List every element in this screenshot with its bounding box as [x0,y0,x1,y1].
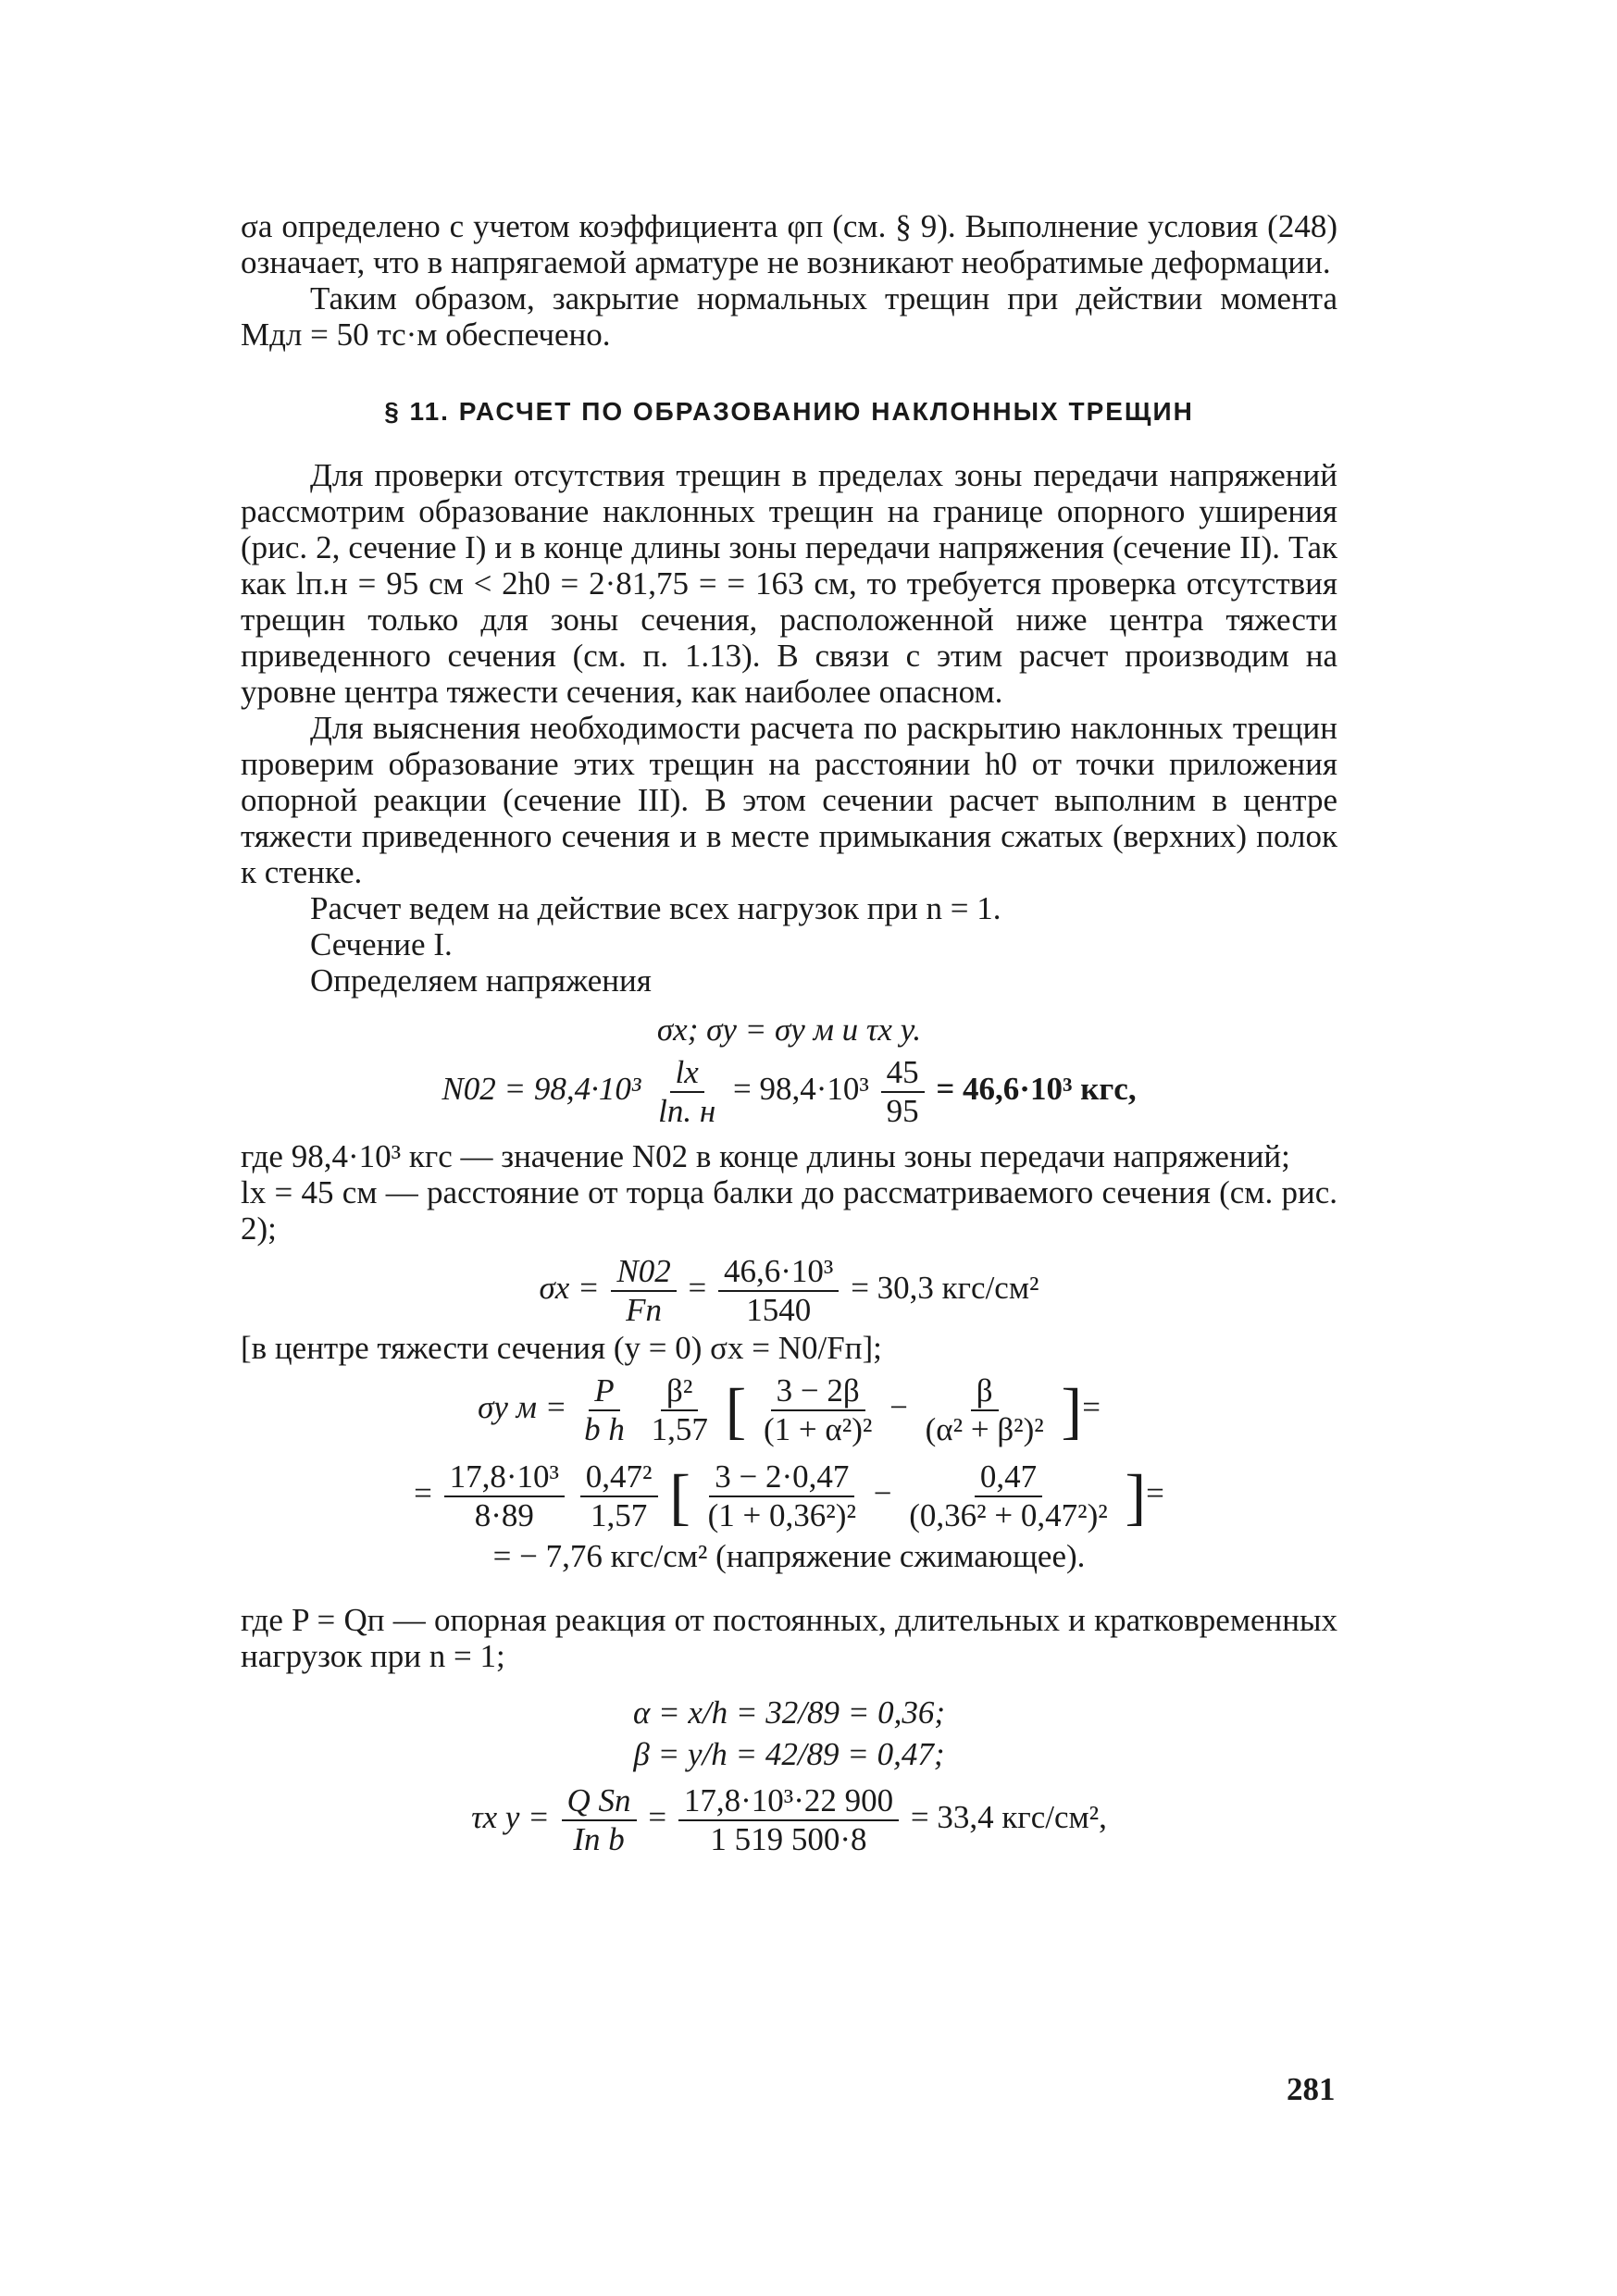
page-number: 281 [1287,2071,1336,2107]
sx-result: = 30,3 кгс/см² [851,1270,1039,1306]
section-paragraph-1: Для проверки отсутствия трещин в пределах зоны передачи напряжений рассмотрим образование наклонных трещин на границе опорного уширения (рис. 2, сечение I) и в конце длины зоны передачи напряжения (сечение II). Так как lп.н = 95 см < 2h0 = 2·81,75 = = 163 см, то требуется проверка отсутствия трещин только для зоны сечения, расположенной ниже центра тяжести приведенного сечения (см. п. 1.13). В связи с этим расчет производим на уровне центра тяжести сечения, как наиболее опасном. [241,457,1337,710]
intro-paragraph-2: Таким образом, закрытие нормальных трещин при действии момента Mдл = 50 тс·м обеспечено. [241,280,1337,353]
n02-middle: = 98,4·10³ [732,1071,869,1107]
equation-sigma-ym: σy м = $\frac{P}{\text{b h}}$ $\frac{\text{β²}}{1,57}$ [ $\frac{3 - 2\beta}{\text{(1 + α²)²}}$ − $\frac{\beta}{\text{(α² + β²)²}}$ ]= [478,1371,1101,1447]
tau-result: = 33,4 кгс/см², [910,1798,1107,1835]
n02-fraction-2: $\frac{45}{95}$ [881,1054,925,1130]
n02-lhs: N02 = 98,4·10³ [442,1071,641,1107]
sx-fraction-1: $\frac{N02}{Fп}$ [611,1253,676,1329]
section-heading: § 11. РАСЧЕТ ПО ОБРАЗОВАНИЮ НАКЛОННЫХ ТРЕЩИН [384,397,1194,426]
note-4: где P = Qп — опорная реакция от постоянных, длительных и кратковременных нагрузок при n = 1; [241,1601,1337,1674]
stress-label: Определяем напряжения [310,962,652,999]
load-note: Расчет ведем на действие всех нагрузок при n = 1. [310,890,1001,926]
note-1: где 98,4·10³ кгс — значение N02 в конце длины зоны передачи напряжений; [241,1138,1290,1174]
equation-sigma-ym-numeric: = $\frac{\text{17,8·10³}}{8\cdot 89}$ $\frac{\text{0,47²}}{1,57}$ [ $\frac{3 - 2\cdot 0,47}{\text{(1 + 0,36²)²}}$ − $\frac{0,47}{\text{(0,36² + 0,47²)²}}$ ]= [414,1458,1164,1533]
n02-fraction-1: $\frac{lx}{lп. н}$ [658,1053,716,1129]
equation-sigma-x: σx = $\frac{N02}{Fп}$ = $\frac{\text{46,6·10³}}{1540}$ = 30,3 кгс/см² [539,1252,1039,1328]
note-3: [в центре тяжести сечения (y = 0) σx = N0/Fп]; [241,1330,882,1366]
n02-result: = 46,6·10³ кгс, [936,1071,1137,1107]
equation-alpha: α = x/h = 32/89 = 0,36; [632,1694,946,1731]
note-2: lx = 45 см — расстояние от торца балки до рассматриваемого сечения (см. рис. 2); [241,1174,1337,1247]
equation-beta: β = y/h = 42/89 = 0,47; [633,1735,945,1772]
equation-result: = − 7,76 кгс/см² (напряжение сжимающее). [492,1537,1086,1574]
section-paragraph-2: Для выяснения необходимости расчета по раскрытию наклонных трещин проверим образование этих трещин на расстоянии h0 от точки приложения опорной реакции (сечение III). В этом сечении расчет выполним в центре тяжести приведенного сечения и в месте примыкания сжатых (верхних) полок к стенке. [241,710,1337,890]
intro-paragraph-1: σа определено с учетом коэффициента φп (см. § 9). Выполнение условия (248) означает, что в напрягаемой арматуре не возникают необратимые деформации. [241,208,1337,280]
section-label: Сечение I. [310,926,453,962]
sx-fraction-2: $\frac{\text{46,6·10³}}{1540}$ [718,1253,839,1329]
equation-tau: τx y = $\frac{\text{Q Sп}}{\text{Iп b}}$ = $\frac{\text{17,8·10³·22 900}}{1 519 500\cdot 8}$ = 33,4 кгс/см², [471,1781,1107,1857]
equation-stresses: σx; σy = σy м и τx y. [656,1011,922,1048]
page-content [241,208,1337,1859]
equation-n02 [241,1048,1337,1131]
